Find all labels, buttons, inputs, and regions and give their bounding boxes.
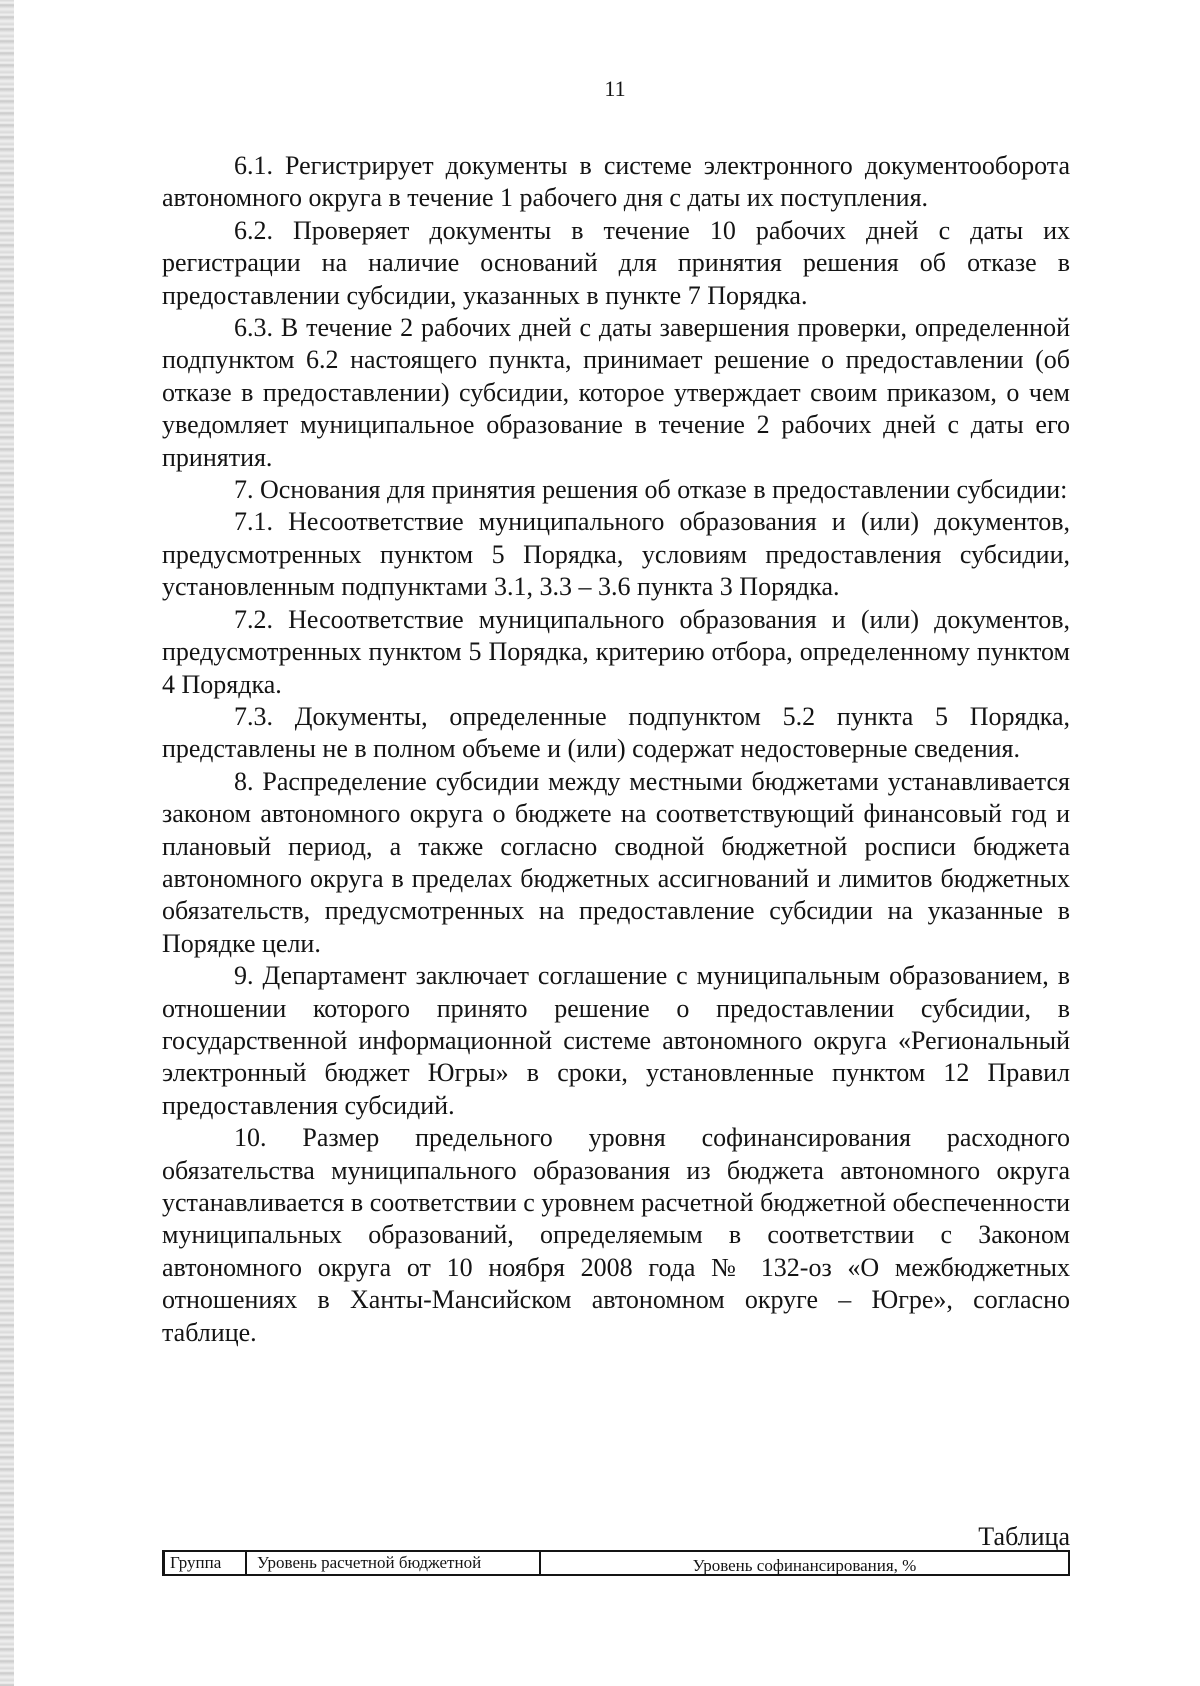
paragraph-7: 7. Основания для принятия решения об отказе в предоставлении субсидии: [234, 475, 1068, 505]
paragraph-6-2: 6.2. Проверяет документы в течение 10 рабочих дней с даты их регистрации на наличие оснований для принятия решения об отказе в предоставлении субсидии, указанных в пункте 7 Порядка. [162, 215, 1070, 310]
paragraph-7-1: 7.1. Несоответствие муниципального образования и (или) документов, предусмотренных пунктом 5 Порядка, условиям предоставления субсидии, установленным подпунктами 3.1, 3.3 – 3.6 пункта 3 Порядка. [162, 507, 1070, 602]
paragraph-6-1: 6.1. Регистрирует документы в системе электронного документооборота автономного округа в течение 1 рабочего дня с даты их поступления. [162, 151, 1070, 213]
table-header-cofinancing-level: Уровень софинансирования, % [692, 1556, 917, 1574]
paragraph-7-2: 7.2. Несоответствие муниципального образования и (или) документов, предусмотренных пунктом 5 Порядка, критерию отбора, определенному пунктом 4 Порядка. [162, 604, 1070, 699]
document-body [162, 150, 1070, 1349]
paragraph-10: 10. Размер предельного уровня софинансирования расходного обязательства муниципального образования из бюджета автономного округа устанавливается в соответствии с уровнем расчетной бюджетной обеспеченности муниципальных образований, определяемым в соответствии с Законом автономного округа от 10 ноября 2008 года № 132-оз «О межбюджетных отношениях в Ханты-Мансийском автономном округе – Югре», согласно таблице. [162, 1123, 1070, 1347]
table-header-budget-level: Уровень расчетной бюджетной [247, 1552, 541, 1574]
table-header-row [162, 1550, 1070, 1576]
paragraph-8: 8. Распределение субсидии между местными бюджетами устанавливается законом автономного округа о бюджете на соответствующий финансовый год и плановый период, а также согласно сводной бюджетной росписи бюджета автономного округа в пределах бюджетных ассигнований и лимитов бюджетных обязательств, предусмотренных на предоставление субсидии на указанные в Порядке цели. [162, 766, 1070, 958]
table-header-group: Группа [165, 1552, 247, 1574]
table-caption: Таблица [978, 1522, 1070, 1551]
paragraph-9: 9. Департамент заключает соглашение с муниципальным образованием, в отношении которого принято решение о предоставлении субсидии, в государственной информационной системе автономного округа «Региональный электронный бюджет Югры» в сроки, установленные пунктом 12 Правил предоставления субсидий. [162, 961, 1070, 1120]
scan-edge [0, 0, 14, 1686]
paragraph-7-3: 7.3. Документы, определенные подпунктом 5.2 пункта 5 Порядка, представлены не в полном объеме и (или) содержат недостоверные сведения. [162, 701, 1070, 764]
paragraph-6-3: 6.3. В течение 2 рабочих дней с даты завершения проверки, определенной подпунктом 6.2 настоящего пункта, принимает решение о предоставлении (об отказе в предоставлении) субсидии, которое утверждает своим приказом, о чем уведомляет муниципальное образование в течение 2 рабочих дней с даты его принятия. [162, 313, 1070, 472]
page-number: 11 [604, 76, 626, 101]
